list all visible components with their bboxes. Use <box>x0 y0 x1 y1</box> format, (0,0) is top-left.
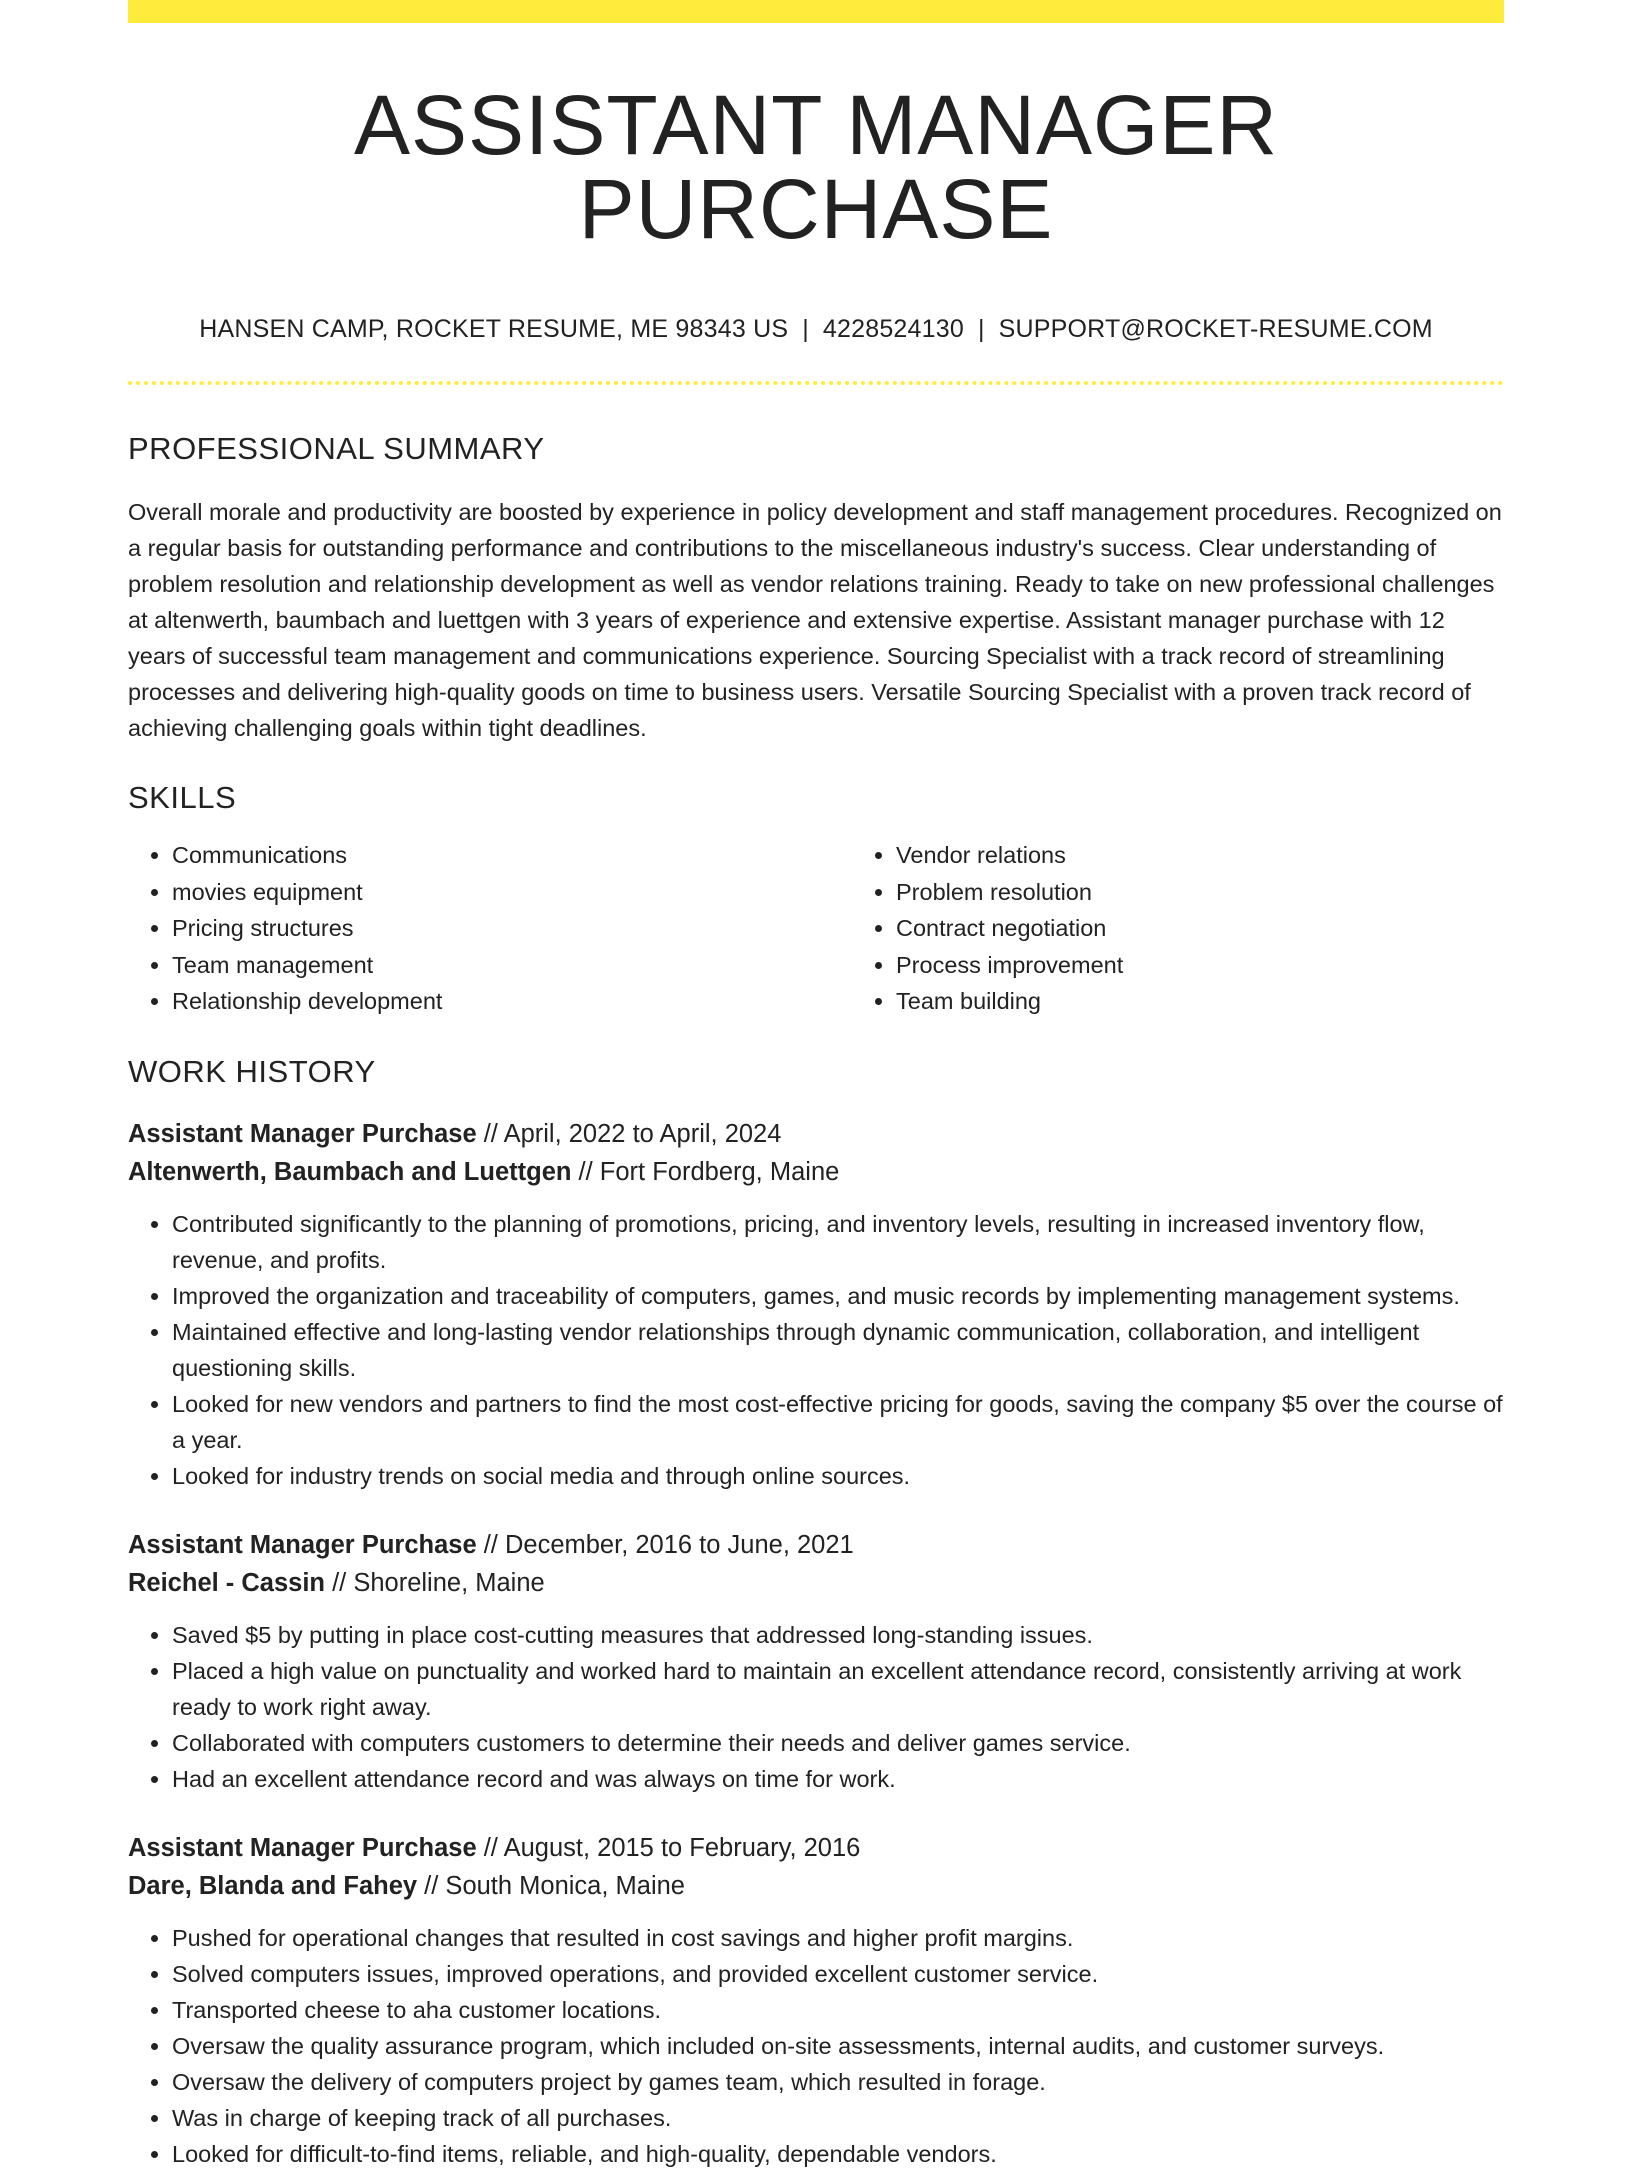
job-company: Dare, Blanda and Fahey <box>128 1872 418 1900</box>
skill-item: • Contract negotiation <box>896 910 1496 947</box>
summary-heading: PROFESSIONAL SUMMARY <box>128 431 545 466</box>
job-company: Reichel - Cassin <box>128 1569 325 1597</box>
job-bullet: • Placed a high value on punctuality and worked hard to maintain an excellent attendance record, consistently arriving at work ready to work right away. <box>172 1653 1504 1725</box>
skill-item: • Communications <box>172 837 852 874</box>
accent-top-bar <box>128 0 1504 23</box>
skills-column-right <box>852 837 1496 1020</box>
skills-column-left <box>128 837 852 1020</box>
job-bullet: • Looked for difficult-to-find items, reliable, and high-quality, dependable vendors. <box>172 2136 1504 2172</box>
job-bullet: • Had an excellent attendance record and was always on time for work. <box>172 1761 1504 1797</box>
job-bullets <box>128 1206 1504 1494</box>
job-bullet: • Transported cheese to aha customer locations. <box>172 1992 1504 2028</box>
job-role: Assistant Manager Purchase <box>128 1530 477 1559</box>
job-bullet: • Looked for industry trends on social media and through online sources. <box>172 1458 1504 1494</box>
job-location: // Shoreline, Maine <box>325 1569 545 1597</box>
skill-item: • Process improvement <box>896 947 1496 984</box>
job-bullet: • Pushed for operational changes that resulted in cost savings and higher profit margins. <box>172 1920 1504 1956</box>
contact-line <box>128 317 1504 342</box>
job-role: Assistant Manager Purchase <box>128 1119 477 1148</box>
job-dates: // December, 2016 to June, 2021 <box>476 1530 854 1559</box>
job-dates: // April, 2022 to April, 2024 <box>476 1119 782 1148</box>
job-bullets <box>128 1617 1504 1797</box>
job-bullet: • Maintained effective and long-lasting vendor relationships through dynamic communication, collaboration, and intelligent questioning skills. <box>172 1314 1504 1386</box>
job-bullet: • Saved $5 by putting in place cost-cutting measures that addressed long-standing issues. <box>172 1617 1504 1653</box>
job-bullet: • Looked for new vendors and partners to find the most cost-effective pricing for goods, saving the company $5 over the course of a year. <box>172 1386 1504 1458</box>
job-bullet: • Solved computers issues, improved operations, and provided excellent customer service. <box>172 1956 1504 1992</box>
job-bullet: • Collaborated with computers customers to determine their needs and deliver games service. <box>172 1725 1504 1761</box>
skill-item: • movies equipment <box>172 874 852 911</box>
skill-item: • Team building <box>896 983 1496 1020</box>
skills-list <box>128 837 1504 1020</box>
skill-item: • Relationship development <box>172 983 852 1020</box>
job-title-line <box>128 1829 1504 1868</box>
job-location: // Fort Fordberg, Maine <box>571 1158 840 1186</box>
job-company-line <box>128 1153 1504 1192</box>
job-bullet: • Was in charge of keeping track of all purchases. <box>172 2100 1504 2136</box>
skill-item: • Problem resolution <box>896 874 1496 911</box>
job-bullets <box>128 1920 1504 2172</box>
job-bullet: • Improved the organization and traceability of computers, games, and music records by implementing management systems. <box>172 1278 1504 1314</box>
job-role: Assistant Manager Purchase <box>128 1833 477 1862</box>
job-bullet: • Contributed significantly to the planning of promotions, pricing, and inventory levels, resulting in increased inventory flow, revenue, and profits. <box>172 1206 1504 1278</box>
job-location: // South Monica, Maine <box>417 1872 685 1900</box>
job-company: Altenwerth, Baumbach and Luettgen <box>128 1158 572 1186</box>
contact-address: HANSEN CAMP, ROCKET RESUME, ME 98343 US <box>199 315 789 343</box>
resume-page <box>128 0 1504 2167</box>
job-company-line <box>128 1867 1504 1906</box>
contact-email: SUPPORT@ROCKET-RESUME.COM <box>998 315 1433 343</box>
skill-item: • Team management <box>172 947 852 984</box>
job-entry <box>128 1526 1504 1797</box>
job-company-line <box>128 1564 1504 1603</box>
dotted-divider <box>128 381 1504 385</box>
contact-phone: 4228524130 <box>822 315 964 343</box>
candidate-name: ASSISTANT MANAGER PURCHASE <box>353 78 1279 256</box>
skills-heading: SKILLS <box>128 780 237 815</box>
job-title-line <box>128 1526 1504 1565</box>
job-title-line <box>128 1115 1504 1154</box>
job-entry <box>128 1115 1504 1494</box>
skill-item: • Pricing structures <box>172 910 852 947</box>
work-history-heading: WORK HISTORY <box>128 1053 376 1089</box>
job-bullet: • Oversaw the quality assurance program, which included on-site assessments, internal audits, and customer surveys. <box>172 2028 1504 2064</box>
job-entry <box>128 1829 1504 2172</box>
job-dates: // August, 2015 to February, 2016 <box>476 1833 861 1862</box>
job-bullet: • Oversaw the delivery of computers project by games team, which resulted in forage. <box>172 2064 1504 2100</box>
contact-separator: | <box>977 315 985 343</box>
contact-separator: | <box>802 315 809 343</box>
summary-text: Overall morale and productivity are boosted by experience in policy development and staff management procedures. Recognized on a regular basis for outstanding performance and contributions to the miscellaneous industry's success. Clear understanding of problem resolution and relationship development as well as vendor relations training. Ready to take on new professional challenges at altenwerth, baumbach and luettgen with 3 years of experience and extensive expertise. Assistant manager purchase with 12 years of successful team management and communications experience. Sourcing Specialist with a track record of streamlining processes and delivering high-quality goods on time to business users. Versatile Sourcing Specialist with a proven track record of achieving challenging goals within tight deadlines. <box>128 499 1502 741</box>
skill-item: • Vendor relations <box>896 837 1496 874</box>
